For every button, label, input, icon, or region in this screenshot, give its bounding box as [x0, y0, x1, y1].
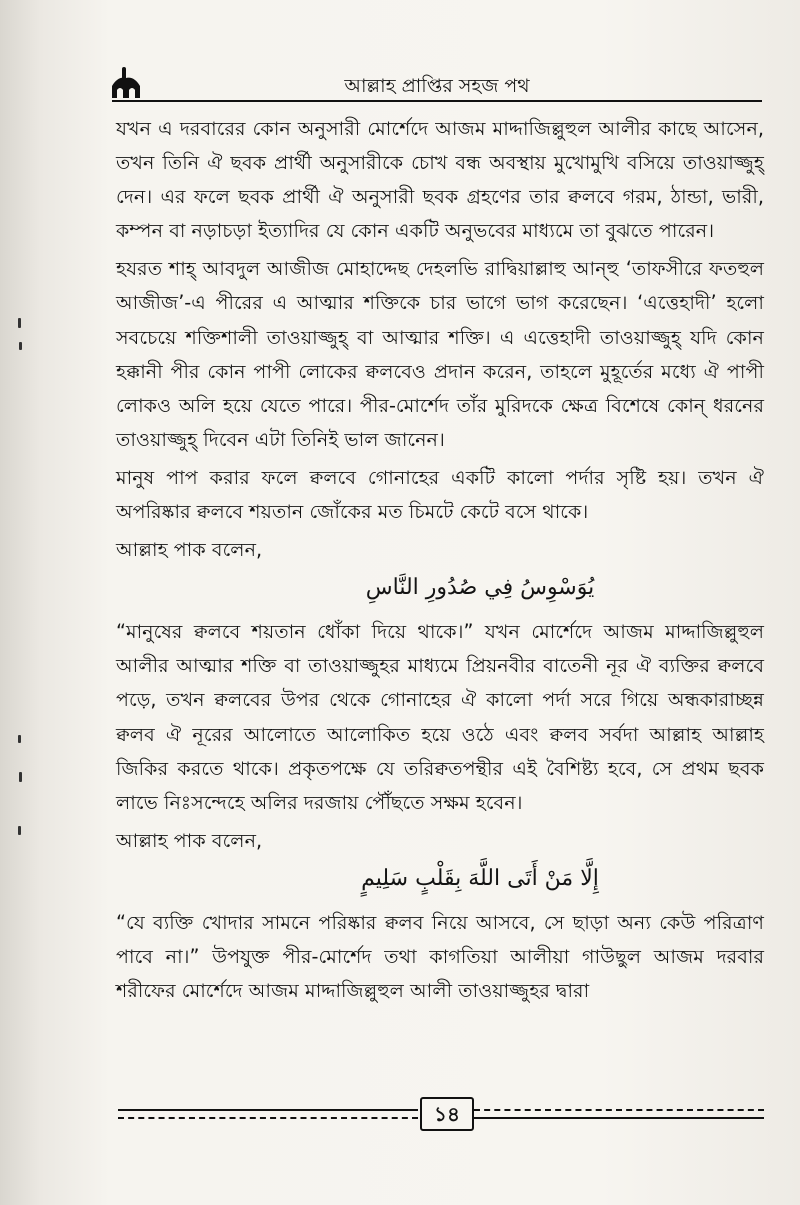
paragraph: যখন এ দরবারের কোন অনুসারী মোর্শেদে আজম মাদ্দাজিল্লুহুল আলীর কাছে আসেন, তখন তিনি ঐ ছবক প্রার্থী অনুসারীকে চোখ বন্ধ অবস্থায় মুখোমুখি বসিয়ে তাওয়াজ্জুহ্ দেন। এর ফলে ছবক প্রার্থী ঐ অনুসারী ছবক গ্রহণের তার ক্বলবে গরম, ঠান্ডা, ভারী, কম্পন বা নড়াচড়া ইত্যাদির যে কোন একটি অনুভবের মাধ্যমে তা বুঝতে পারেন।	[116, 117, 764, 243]
header-rule	[112, 100, 762, 102]
running-header	[112, 66, 762, 106]
page-footer	[118, 1097, 766, 1137]
paragraph: “মানুষের ক্বলবে শয়তান ধোঁকা দিয়ে থাকে।” যখন মোর্শেদে আজম মাদ্দাজিল্লুহুল আলীর আত্মার শক্তি বা তাওয়াজ্জুহর মাধ্যমে প্রিয়নবীর বাতেনী নূর ঐ ব্যক্তির ক্বলবে পড়ে, তখন ক্বলবের উপর থেকে গোনাহের ঐ কালো পর্দা সরে গিয়ে অন্ধকারাচ্ছন্ন ক্বলব ঐ নূরের আলোতে আলোকিত হয়ে ওঠে এবং ক্বলব সর্বদা আল্লাহ আল্লাহ জিকির করতে থাকে। প্রকৃতপক্ষে যে তরিক্বতপন্থীর এই বৈশিষ্ট্য হবে, সে প্রথম ছবক লাভে নিঃসন্দেহে অলির দরজায় পৌঁছতে সক্ষম হবেন।	[116, 620, 764, 814]
binding-mark	[19, 342, 22, 350]
arabic-verse: إِلَّا مَنْ أَتَى اللَّهَ بِقَلْبٍ سَلِيمٍ	[361, 865, 599, 891]
page-number: ১৪	[420, 1097, 474, 1131]
footer-dashes	[474, 1109, 764, 1111]
quote-intro: আল্লাহ পাক বলেন,	[116, 538, 263, 562]
binding-mark	[18, 826, 21, 835]
paragraph: হযরত শাহ্ আবদুল আজীজ মোহাদ্দেছ দেহলভি রাদ্বিয়াল্লাহু আন্হু ‘তাফসীরে ফতহুল আজীজ’-এ পীরের এ আত্মার শক্তিকে চার ভাগে ভাগ করেছেন। ‘এত্তেহাদী’ হলো সবচেয়ে শক্তিশালী তাওয়াজ্জুহ্ বা আত্মার শক্তি। এ এত্তেহাদী তাওয়াজ্জুহ্ যদি কোন হক্কানী পীর কোন পাপী লোকের ক্বলবেও প্রদান করেন, তাহলে মুহূর্তের মধ্যে ঐ পাপী লোকও অলি হয়ে যেতে পারে। পীর-মোর্শেদ তাঁর মুরিদকে ক্ষেত্র বিশেষে কোন্ ধরনের তাওয়াজ্জুহ্ দিবেন এটা তিনিই ভাল জানেন।	[116, 257, 764, 451]
paragraph: মানুষ পাপ করার ফলে ক্বলবে গোনাহের একটি কালো পর্দার সৃষ্টি হয়। তখন ঐ অপরিষ্কার ক্বলবে শয়তান জোঁকের মত চিমটে কেটে বসে থাকে।	[116, 465, 764, 524]
footer-rule	[474, 1117, 764, 1119]
footer-rule	[118, 1109, 418, 1111]
footer-dashes	[118, 1117, 418, 1119]
page-header-title: আল্লাহ প্রাপ্তির সহজ পথ	[344, 75, 530, 97]
binding-mark	[18, 318, 21, 328]
paragraph: “যে ব্যক্তি খোদার সামনে পরিষ্কার ক্বলব নিয়ে আসবে, সে ছাড়া অন্য কেউ পরিত্রাণ পাবে না।” উপযুক্ত পীর-মোর্শেদ তথা কাগতিয়া আলীয়া গাউছুল আজম দরবার শরীফের মোর্শেদে আজম মাদ্দাজিল্লুহুল আলী তাওয়াজ্জুহর দ্বারা	[116, 910, 764, 1003]
body-text	[116, 112, 764, 1008]
arabic-verse: يُوَسْوِسُ فِي صُدُورِ النَّاسِ	[365, 575, 595, 601]
quote-intro: আল্লাহ পাক বলেন,	[116, 828, 263, 852]
binding-mark	[19, 772, 22, 782]
binding-mark	[18, 735, 21, 743]
